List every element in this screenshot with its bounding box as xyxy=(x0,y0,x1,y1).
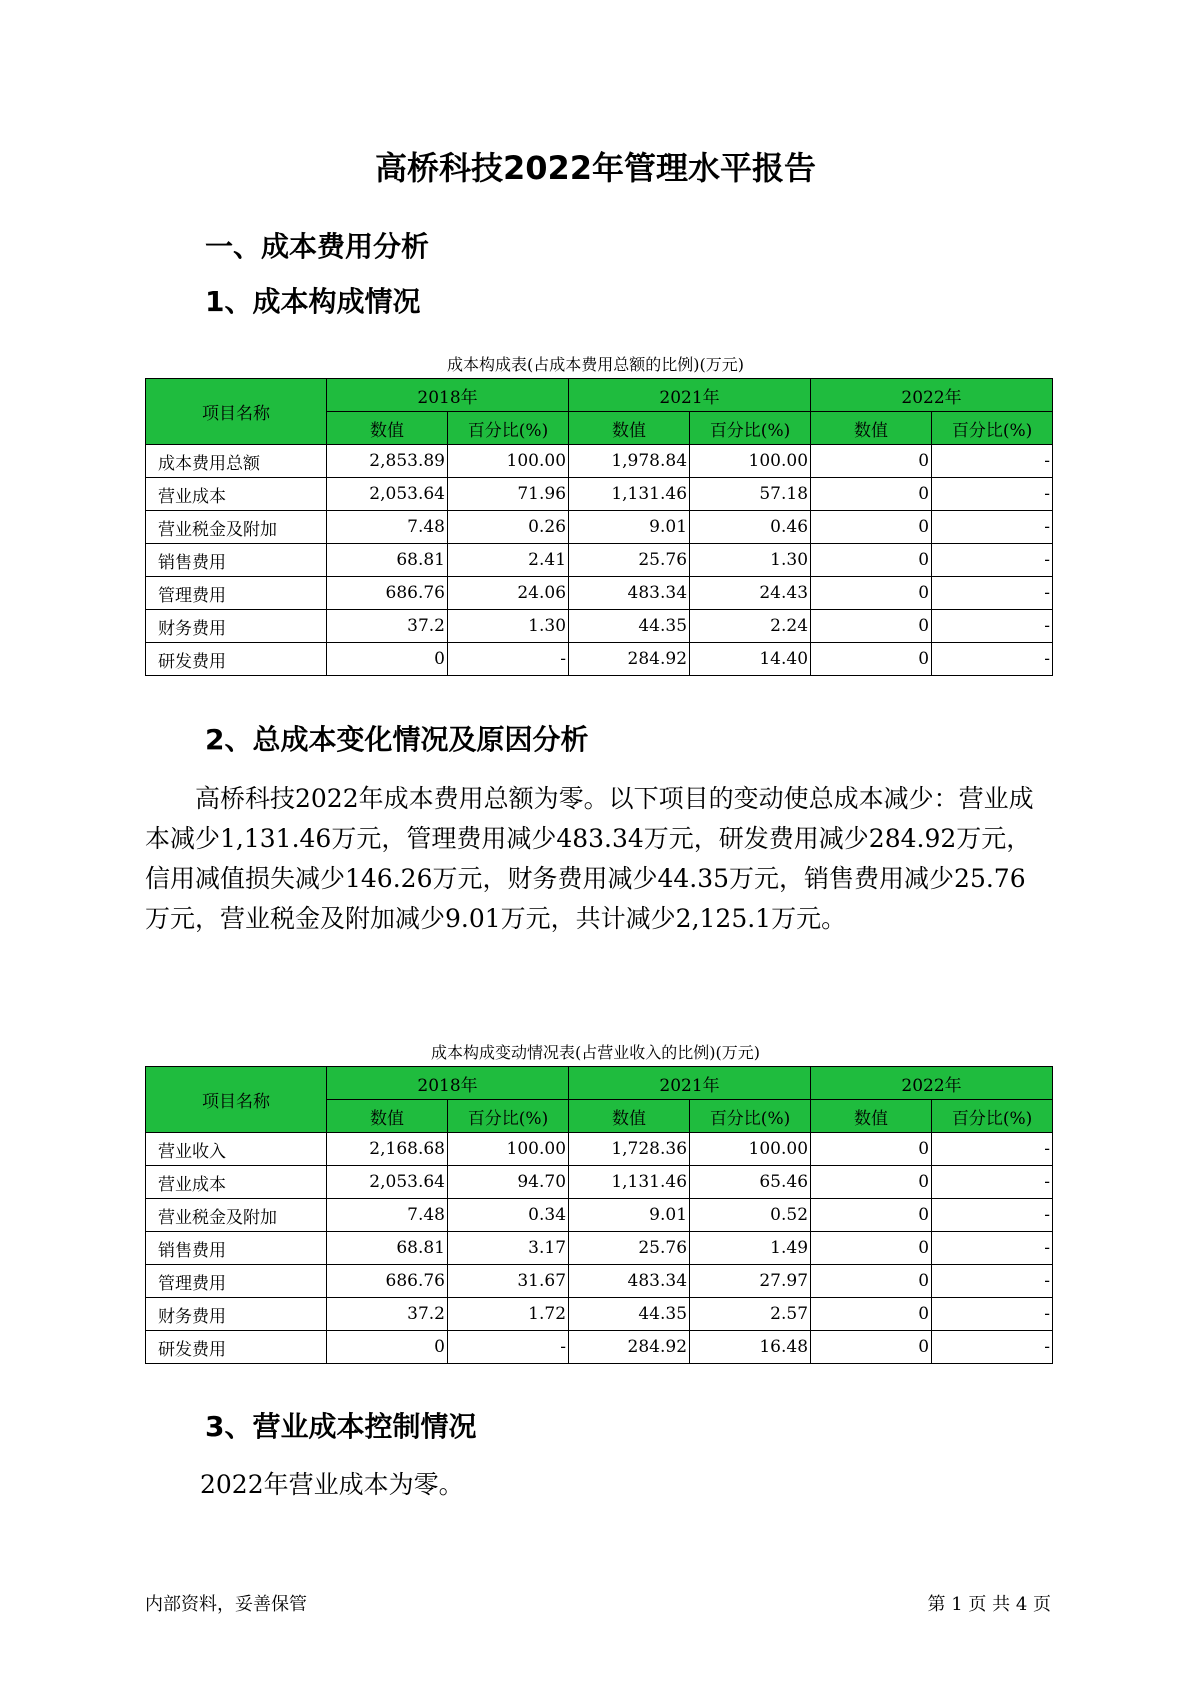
cell-percent: 94.70 xyxy=(448,1166,569,1199)
row-label: 研发费用 xyxy=(146,643,327,676)
cell-percent: - xyxy=(932,1166,1053,1199)
cell-percent: - xyxy=(932,511,1053,544)
cell-percent: 27.97 xyxy=(690,1265,811,1298)
cell-percent: 24.06 xyxy=(448,577,569,610)
cell-value: 0 xyxy=(811,1133,932,1166)
cell-value: 0 xyxy=(811,643,932,676)
cell-value: 7.48 xyxy=(327,511,448,544)
cell-percent: - xyxy=(932,445,1053,478)
header-value: 数值 xyxy=(811,1100,932,1133)
operating-cost-paragraph: 2022年营业成本为零。 xyxy=(200,1470,464,1499)
cell-value: 686.76 xyxy=(327,1265,448,1298)
cell-value: 0 xyxy=(811,1331,932,1364)
cell-percent: 1.49 xyxy=(690,1232,811,1265)
cell-percent: - xyxy=(932,577,1053,610)
cell-value: 0 xyxy=(811,1199,932,1232)
page-title: 高桥科技2022年管理水平报告 xyxy=(374,149,817,187)
table-row xyxy=(146,610,1053,643)
header-year-2021: 2021年 xyxy=(569,379,811,412)
header-item-name: 项目名称 xyxy=(146,1067,327,1133)
footer-confidential-note: 内部资料，妥善保管 xyxy=(145,1594,307,1615)
cell-percent: - xyxy=(932,643,1053,676)
cell-percent: - xyxy=(932,1265,1053,1298)
cell-value: 0 xyxy=(327,1331,448,1364)
cell-percent: 100.00 xyxy=(448,445,569,478)
cell-value: 0 xyxy=(811,445,932,478)
cell-percent: 2.41 xyxy=(448,544,569,577)
cell-value: 2,053.64 xyxy=(327,478,448,511)
cell-value: 68.81 xyxy=(327,1232,448,1265)
row-label: 营业税金及附加 xyxy=(146,511,327,544)
header-year-2021: 2021年 xyxy=(569,1067,811,1100)
cell-value: 1,131.46 xyxy=(569,1166,690,1199)
cell-percent: - xyxy=(932,1133,1053,1166)
cell-percent: 3.17 xyxy=(448,1232,569,1265)
row-label: 营业税金及附加 xyxy=(146,1199,327,1232)
cell-value: 1,728.36 xyxy=(569,1133,690,1166)
cell-value: 483.34 xyxy=(569,1265,690,1298)
cell-value: 0 xyxy=(811,1166,932,1199)
cell-value: 1,978.84 xyxy=(569,445,690,478)
header-percent: 百分比(%) xyxy=(448,1100,569,1133)
cell-value: 25.76 xyxy=(569,544,690,577)
header-year-2022: 2022年 xyxy=(811,1067,1053,1100)
cell-percent: 2.57 xyxy=(690,1298,811,1331)
cell-percent: 1.30 xyxy=(690,544,811,577)
table-row xyxy=(146,544,1053,577)
cell-value: 2,053.64 xyxy=(327,1166,448,1199)
header-percent: 百分比(%) xyxy=(448,412,569,445)
cell-percent: 1.30 xyxy=(448,610,569,643)
cell-percent: - xyxy=(448,643,569,676)
cell-value: 9.01 xyxy=(569,511,690,544)
header-item-name: 项目名称 xyxy=(146,379,327,445)
cell-value: 9.01 xyxy=(569,1199,690,1232)
cell-value: 0 xyxy=(811,1265,932,1298)
table-row xyxy=(146,1166,1053,1199)
cell-value: 0 xyxy=(811,1298,932,1331)
cell-value: 7.48 xyxy=(327,1199,448,1232)
cell-value: 0 xyxy=(811,511,932,544)
row-label: 营业成本 xyxy=(146,478,327,511)
cell-percent: - xyxy=(932,1298,1053,1331)
cell-value: 68.81 xyxy=(327,544,448,577)
table-row xyxy=(146,577,1053,610)
cell-value: 44.35 xyxy=(569,610,690,643)
row-label: 研发费用 xyxy=(146,1331,327,1364)
cell-value: 2,168.68 xyxy=(327,1133,448,1166)
header-value: 数值 xyxy=(569,412,690,445)
cell-value: 284.92 xyxy=(569,643,690,676)
cell-percent: - xyxy=(932,478,1053,511)
table-row xyxy=(146,511,1053,544)
header-year-2022: 2022年 xyxy=(811,379,1053,412)
header-year-2018: 2018年 xyxy=(327,379,569,412)
table-row xyxy=(146,445,1053,478)
cell-percent: 0.46 xyxy=(690,511,811,544)
table-row xyxy=(146,478,1053,511)
subheading-cost-composition: 1、成本构成情况 xyxy=(205,285,421,318)
header-year-2018: 2018年 xyxy=(327,1067,569,1100)
table-row xyxy=(146,1133,1053,1166)
cell-percent: - xyxy=(932,544,1053,577)
cell-percent: 14.40 xyxy=(690,643,811,676)
section-heading-cost-analysis: 一、成本费用分析 xyxy=(205,230,430,263)
cell-percent: - xyxy=(932,1232,1053,1265)
cell-percent: 2.24 xyxy=(690,610,811,643)
cell-value: 0 xyxy=(327,643,448,676)
cell-value: 25.76 xyxy=(569,1232,690,1265)
table1-caption: 成本构成表(占成本费用总额的比例)(万元) xyxy=(447,355,744,374)
table2-caption: 成本构成变动情况表(占营业收入的比例)(万元) xyxy=(431,1043,760,1062)
cell-value: 0 xyxy=(811,544,932,577)
cell-percent: 0.26 xyxy=(448,511,569,544)
subheading-operating-cost-control: 3、营业成本控制情况 xyxy=(205,1410,477,1443)
cell-percent: 24.43 xyxy=(690,577,811,610)
cell-value: 483.34 xyxy=(569,577,690,610)
cost-composition-table xyxy=(145,378,1053,676)
row-label: 销售费用 xyxy=(146,544,327,577)
cell-percent: 100.00 xyxy=(690,445,811,478)
table-row xyxy=(146,1199,1053,1232)
row-label: 管理费用 xyxy=(146,577,327,610)
cell-percent: - xyxy=(932,610,1053,643)
subheading-total-cost-change: 2、总成本变化情况及原因分析 xyxy=(205,723,589,756)
cell-value: 686.76 xyxy=(327,577,448,610)
header-value: 数值 xyxy=(327,412,448,445)
cell-percent: 16.48 xyxy=(690,1331,811,1364)
cell-percent: 100.00 xyxy=(448,1133,569,1166)
cell-value: 2,853.89 xyxy=(327,445,448,478)
cell-percent: - xyxy=(932,1331,1053,1364)
row-label: 管理费用 xyxy=(146,1265,327,1298)
cell-value: 37.2 xyxy=(327,1298,448,1331)
cell-value: 0 xyxy=(811,1232,932,1265)
table-row xyxy=(146,1265,1053,1298)
table-row xyxy=(146,643,1053,676)
cell-value: 284.92 xyxy=(569,1331,690,1364)
cell-value: 0 xyxy=(811,478,932,511)
row-label: 营业收入 xyxy=(146,1133,327,1166)
row-label: 销售费用 xyxy=(146,1232,327,1265)
cell-percent: 31.67 xyxy=(448,1265,569,1298)
header-percent: 百分比(%) xyxy=(932,412,1053,445)
table-row xyxy=(146,1232,1053,1265)
cell-value: 0 xyxy=(811,577,932,610)
cell-value: 1,131.46 xyxy=(569,478,690,511)
header-percent: 百分比(%) xyxy=(932,1100,1053,1133)
table-row xyxy=(146,1298,1053,1331)
cell-percent: 1.72 xyxy=(448,1298,569,1331)
cell-value: 37.2 xyxy=(327,610,448,643)
row-label: 成本费用总额 xyxy=(146,445,327,478)
cell-value: 44.35 xyxy=(569,1298,690,1331)
cell-percent: 0.34 xyxy=(448,1199,569,1232)
header-percent: 百分比(%) xyxy=(690,1100,811,1133)
header-value: 数值 xyxy=(327,1100,448,1133)
table-row xyxy=(146,1331,1053,1364)
footer-page-number: 第 1 页 共 4 页 xyxy=(927,1594,1051,1615)
row-label: 营业成本 xyxy=(146,1166,327,1199)
header-value: 数值 xyxy=(569,1100,690,1133)
cell-percent: - xyxy=(932,1199,1053,1232)
header-value: 数值 xyxy=(811,412,932,445)
cell-percent: 65.46 xyxy=(690,1166,811,1199)
cell-percent: 100.00 xyxy=(690,1133,811,1166)
header-percent: 百分比(%) xyxy=(690,412,811,445)
analysis-paragraph: 高桥科技2022年成本费用总额为零。以下项目的变动使总成本减少：营业成本减少1,131.46万元，管理费用减少483.34万元，研发费用减少284.92万元，信用减值损失减少146.26万元，财务费用减少44.35万元，销售费用减少25.76万元，营业税金及附加减少9.01万元，共计减少2,125.1万元。 xyxy=(145,784,1034,933)
cell-percent: 71.96 xyxy=(448,478,569,511)
row-label: 财务费用 xyxy=(146,610,327,643)
row-label: 财务费用 xyxy=(146,1298,327,1331)
cost-change-table xyxy=(145,1066,1053,1364)
cell-percent: 57.18 xyxy=(690,478,811,511)
cell-percent: - xyxy=(448,1331,569,1364)
cell-value: 0 xyxy=(811,610,932,643)
cell-percent: 0.52 xyxy=(690,1199,811,1232)
